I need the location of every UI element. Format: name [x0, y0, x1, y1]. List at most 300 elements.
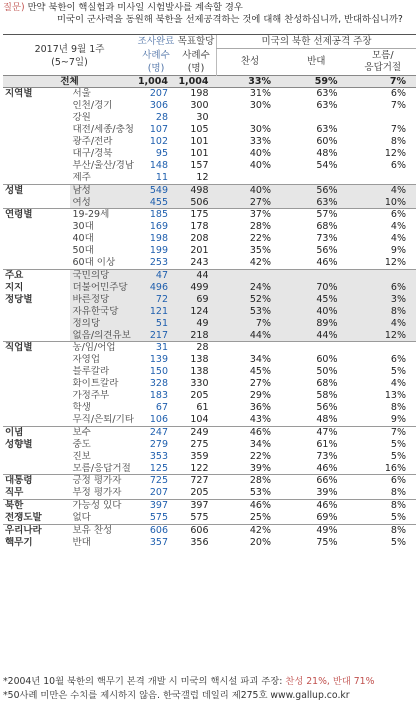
survey-count: 107: [149, 124, 168, 136]
target-count: 249: [176, 426, 217, 438]
against-pct: 61%: [316, 438, 338, 450]
survey-count: 606: [136, 525, 176, 537]
table-row: [3, 209, 416, 221]
against-pct: 48%: [316, 147, 338, 159]
target-count: 300: [190, 100, 209, 112]
dk-pct: 6%: [350, 475, 417, 487]
survey-count: 121: [136, 306, 176, 318]
target-count: 175: [176, 209, 217, 221]
dk-pct: 8%: [350, 525, 417, 537]
against-pct: 73%: [316, 233, 338, 245]
survey-count: 72: [136, 294, 176, 306]
for-pct: 30%: [249, 124, 271, 136]
for-pct: 28%: [249, 221, 271, 233]
dk-pct: 7%: [390, 100, 406, 112]
target-count: 218: [176, 330, 217, 342]
subgroup-label: 가능성 있다: [70, 500, 137, 512]
group-label: [3, 318, 70, 330]
table-row: [3, 136, 416, 148]
survey-count: 102: [149, 136, 168, 148]
group-label: [3, 233, 70, 245]
group-label: 핵무기: [5, 536, 33, 548]
for-pct: 20%: [249, 536, 271, 548]
for-pct: 40%: [249, 147, 271, 159]
subgroup-label: 진보: [72, 450, 91, 462]
target-count: 205: [190, 390, 209, 402]
for-pct: 7%: [217, 318, 284, 330]
group-label: 정당별: [5, 293, 33, 305]
group-label: [3, 390, 70, 402]
dk-pct: 10%: [350, 197, 417, 209]
subgroup-label: 바른정당: [70, 294, 137, 306]
subgroup-label: 중도: [72, 438, 91, 450]
against-pct: 39%: [316, 487, 338, 499]
subgroup-label: 더불어민주당: [70, 282, 137, 294]
subgroup-label: 대전/세종/충청: [72, 124, 134, 136]
dk-pct: 4%: [350, 318, 417, 330]
for-pct: 39%: [249, 462, 271, 474]
target-count: 330: [190, 378, 209, 390]
dk-pct: 4%: [350, 184, 417, 196]
group-label: [3, 148, 70, 160]
table-row: [3, 318, 416, 330]
against-pct: 46%: [316, 257, 338, 269]
against-pct: [283, 172, 350, 184]
against-pct: 69%: [316, 512, 338, 524]
survey-count: 31: [136, 342, 176, 354]
target-count: 356: [190, 536, 209, 548]
table-row: [3, 475, 416, 487]
target-count: 243: [190, 257, 209, 269]
target-count: 198: [176, 88, 217, 100]
group-label: [3, 378, 70, 390]
subgroup-label: 정의당: [70, 318, 137, 330]
target-count: 44: [176, 270, 217, 282]
survey-count: 183: [149, 390, 168, 402]
group-label: [3, 257, 70, 269]
group-label: [3, 306, 70, 318]
for-pct: 22%: [249, 450, 271, 462]
table-row: [3, 184, 416, 196]
dk-pct: 4%: [390, 221, 406, 233]
survey-count: 125: [149, 462, 168, 474]
group-label: 주요: [3, 270, 70, 282]
table-row: [3, 525, 416, 537]
target-count: 104: [190, 413, 209, 425]
target-count: 28: [176, 342, 217, 354]
against-pct: 56%: [316, 401, 338, 413]
target-count: 208: [190, 233, 209, 245]
dk-pct: 8%: [350, 306, 417, 318]
subgroup-label: 보유 찬성: [70, 525, 137, 537]
target-count: 61: [196, 401, 209, 413]
against-pct: 50%: [316, 366, 338, 378]
table-row: [3, 378, 416, 390]
against-pct: 40%: [283, 306, 350, 318]
group-label: [3, 100, 70, 112]
subgroup-label: 60대 이상: [72, 257, 116, 269]
subgroup-label: 부정 평가자: [72, 487, 122, 499]
against-pct: 58%: [316, 390, 338, 402]
group-label: [3, 414, 70, 426]
target-cases-header: 사례수: [182, 49, 210, 61]
group-label: [3, 451, 70, 463]
dk-pct: [350, 112, 417, 124]
for-pct: 36%: [249, 401, 271, 413]
target-count: 101: [190, 136, 209, 148]
target-count: 506: [176, 197, 217, 209]
for-pct: 40%: [249, 159, 271, 171]
group-label: 대통령: [3, 475, 70, 487]
group-label: 지지: [5, 281, 24, 293]
survey-count: 150: [149, 366, 168, 378]
against-pct: 48%: [316, 413, 338, 425]
subgroup-label: 19-29세: [70, 209, 137, 221]
for-pct: 46%: [217, 426, 284, 438]
subgroup-label: 50대: [72, 245, 94, 257]
dk-pct: 5%: [390, 438, 406, 450]
dk-pct: 4%: [390, 233, 406, 245]
table-row: [3, 233, 416, 245]
survey-count: 207: [149, 487, 168, 499]
for-pct: 28%: [217, 475, 284, 487]
subgroup-label: 긍정 평가자: [70, 475, 137, 487]
target-count: 275: [190, 438, 209, 450]
against-pct: 73%: [316, 450, 338, 462]
question-text: [3, 2, 417, 25]
survey-count: 207: [136, 88, 176, 100]
table-row: [3, 402, 416, 414]
for-pct: 30%: [249, 100, 271, 112]
dk-pct: 6%: [350, 209, 417, 221]
target-unit-header: (명): [187, 62, 205, 74]
subgroup-label: 블루칼라: [72, 366, 110, 378]
survey-count: 198: [149, 233, 168, 245]
against-pct: 47%: [283, 426, 350, 438]
dk-pct: 6%: [390, 354, 406, 366]
survey-count: 217: [136, 330, 176, 342]
group-label: 성향별: [5, 438, 33, 450]
against-header: 반대: [307, 56, 326, 68]
table-row: [3, 282, 416, 294]
target-count: 69: [176, 294, 217, 306]
subgroup-label: 여성: [70, 197, 137, 209]
survey-count: 28: [155, 112, 168, 124]
survey-count: 148: [149, 159, 168, 171]
survey-cases-header: 사례수: [142, 49, 170, 61]
table-row: [3, 390, 416, 402]
for-pct: 31%: [217, 88, 284, 100]
for-pct: 22%: [249, 233, 271, 245]
table-row: [3, 221, 416, 233]
group-label: 직무: [5, 487, 24, 499]
table-row: [3, 426, 416, 438]
footnote-2: *50사례 미만은 수치를 제시하지 않음. 한국갤럽 데일리 제275호 www.gallup.co.kr: [3, 690, 350, 701]
against-pct: 49%: [283, 525, 350, 537]
dk-pct: 8%: [390, 136, 406, 148]
against-pct: 63%: [283, 88, 350, 100]
for-pct: 25%: [249, 512, 271, 524]
target-count: 499: [176, 282, 217, 294]
against-pct: 66%: [283, 475, 350, 487]
for-pct: 45%: [249, 366, 271, 378]
group-label: [3, 160, 70, 172]
survey-count: 357: [149, 536, 168, 548]
subgroup-label: 자영업: [72, 354, 101, 366]
dk-pct: 7%: [390, 124, 406, 136]
survey-unit-header: (명): [147, 62, 165, 74]
subgroup-label: 없음/의견유보: [70, 330, 137, 342]
against-pct: 46%: [283, 500, 350, 512]
dk-pct: 9%: [390, 245, 406, 257]
for-pct: 43%: [249, 413, 271, 425]
for-pct: 29%: [249, 390, 271, 402]
dk-pct: [350, 172, 417, 184]
footnotes: [3, 675, 417, 703]
against-pct: 57%: [283, 209, 350, 221]
for-pct: [217, 112, 284, 124]
against-pct: 70%: [283, 282, 350, 294]
against-pct: 63%: [316, 100, 338, 112]
table-row: [3, 160, 416, 172]
against-pct: 44%: [283, 330, 350, 342]
dk-pct: 13%: [384, 390, 406, 402]
subgroup-label: 무직/은퇴/기타: [72, 413, 134, 425]
total-target: 1,004: [176, 75, 217, 88]
against-pct: 63%: [283, 197, 350, 209]
target-count: 105: [190, 124, 209, 136]
for-pct: 44%: [217, 330, 284, 342]
subgroup-label: 30대: [72, 221, 94, 233]
total-survey: 1,004: [136, 75, 176, 88]
target-count: 178: [190, 221, 209, 233]
against-pct: [283, 112, 350, 124]
subgroup-label: 반대: [72, 536, 91, 548]
subgroup-label: 화이트칼라: [72, 378, 119, 390]
group-label: [3, 112, 70, 124]
survey-count: 47: [136, 270, 176, 282]
survey-count: 253: [149, 257, 168, 269]
total-for: 33%: [217, 75, 284, 88]
table-row: [3, 270, 416, 282]
target-count: 359: [190, 450, 209, 462]
against-pct: 68%: [316, 378, 338, 390]
survey-count: 95: [155, 147, 168, 159]
footnote-1: [3, 675, 417, 689]
against-pct: 60%: [316, 136, 338, 148]
survey-count: 397: [136, 500, 176, 512]
target-count: 498: [176, 184, 217, 196]
for-pct: 33%: [249, 136, 271, 148]
survey-count: 51: [136, 318, 176, 330]
table-row: [3, 451, 416, 463]
against-pct: 45%: [283, 294, 350, 306]
group-label: [3, 221, 70, 233]
against-pct: 63%: [316, 124, 338, 136]
table-row: [3, 172, 416, 184]
dk-pct: 4%: [390, 378, 406, 390]
target-count: 205: [190, 487, 209, 499]
target-count: 101: [190, 147, 209, 159]
table-row: [3, 294, 416, 306]
against-pct: 60%: [316, 354, 338, 366]
total-dk: 7%: [350, 75, 417, 88]
subgroup-label: 모름/응답거절: [72, 462, 131, 474]
survey-count: 139: [149, 354, 168, 366]
total-label: 전체: [3, 75, 136, 88]
group-label: 지역별: [3, 88, 70, 100]
against-pct: [283, 342, 350, 354]
dk-pct: 12%: [350, 330, 417, 342]
subgroup-label: 가정주부: [72, 390, 110, 402]
for-pct: 42%: [249, 257, 271, 269]
subgroup-label: 대구/경북: [72, 147, 113, 159]
against-pct: 68%: [316, 221, 338, 233]
subgroup-label: 인천/경기: [72, 100, 113, 112]
dk-pct: 8%: [350, 500, 417, 512]
for-pct: 34%: [249, 438, 271, 450]
table-row: [3, 330, 416, 342]
target-count: 397: [176, 500, 217, 512]
subgroup-label: 40대: [72, 233, 94, 245]
for-pct: 40%: [217, 184, 284, 196]
group-label: 성별: [3, 184, 70, 196]
against-pct: 89%: [283, 318, 350, 330]
group-label: [3, 136, 70, 148]
survey-count: 185: [136, 209, 176, 221]
dk-pct: 6%: [390, 159, 406, 171]
survey-count: 11: [155, 171, 168, 183]
table-row: [3, 148, 416, 160]
for-header: 찬성: [217, 49, 284, 76]
subgroup-label: 서울: [70, 88, 137, 100]
group-label: [3, 245, 70, 257]
subgroup-label: 농/임/어업: [70, 342, 137, 354]
for-pct: 53%: [217, 306, 284, 318]
dk-header: 모름/ 응답거절: [364, 49, 402, 73]
for-pct: [217, 270, 284, 282]
group-label: [3, 463, 70, 475]
survey-count: 199: [149, 245, 168, 257]
table-row: [3, 414, 416, 426]
for-pct: 53%: [249, 487, 271, 499]
dk-pct: 5%: [390, 450, 406, 462]
dk-pct: 12%: [384, 257, 406, 269]
table-row: [3, 112, 416, 124]
survey-count: 247: [136, 426, 176, 438]
subgroup-label: 학생: [72, 401, 91, 413]
target-count: 201: [190, 245, 209, 257]
group-label: 직업별: [3, 342, 70, 354]
table-row: [3, 439, 416, 451]
dk-pct: [350, 270, 417, 282]
dk-pct: 5%: [390, 512, 406, 524]
group-label: [3, 330, 70, 342]
survey-count: 549: [136, 184, 176, 196]
group-label: [3, 124, 70, 136]
survey-count: 353: [149, 450, 168, 462]
table-row: [3, 306, 416, 318]
for-pct: 24%: [217, 282, 284, 294]
dk-pct: 7%: [350, 426, 417, 438]
against-pct: 75%: [316, 536, 338, 548]
survey-count: 496: [136, 282, 176, 294]
table-row: [3, 88, 416, 100]
subgroup-label: 자유한국당: [70, 306, 137, 318]
survey-count: 455: [136, 197, 176, 209]
dk-pct: 8%: [390, 487, 406, 499]
subgroup-label: 부산/울산/경남: [72, 159, 134, 171]
group-label: [3, 354, 70, 366]
results-table: [3, 34, 416, 549]
survey-count: 106: [149, 413, 168, 425]
table-row: [3, 124, 416, 136]
table-row: [3, 512, 416, 524]
survey-count: 306: [149, 100, 168, 112]
table-row: [3, 354, 416, 366]
table-row: [3, 245, 416, 257]
question-label: 질문): [3, 2, 25, 13]
dk-pct: 6%: [350, 88, 417, 100]
footnote-1-highlight: 찬성 21%, 반대 71%: [285, 676, 375, 687]
table-row: [3, 197, 416, 209]
subgroup-label: 광주/전라: [72, 136, 113, 148]
subgroup-label: 보수: [70, 426, 137, 438]
for-pct: [217, 342, 284, 354]
subgroup-label: 국민의당: [70, 270, 137, 282]
table-row: [3, 342, 416, 354]
for-pct: 27%: [217, 197, 284, 209]
group-label: 전쟁도발: [5, 512, 42, 524]
group-label: 북한: [3, 500, 70, 512]
for-pct: [217, 172, 284, 184]
for-pct: 27%: [249, 378, 271, 390]
group-header: 미국의 북한 선제공격 주장: [217, 35, 417, 49]
against-pct: [283, 270, 350, 282]
group-label: [3, 197, 70, 209]
subgroup-label: 없다: [72, 512, 91, 524]
dk-pct: [350, 342, 417, 354]
survey-count: 169: [149, 221, 168, 233]
for-pct: 35%: [249, 245, 271, 257]
total-against: 59%: [283, 75, 350, 88]
dk-pct: 9%: [390, 413, 406, 425]
dk-pct: 16%: [384, 462, 406, 474]
group-label: 이념: [3, 426, 70, 438]
survey-count: 575: [149, 512, 168, 524]
period-label: 2017년 9월 1주: [34, 43, 105, 55]
target-count: 606: [176, 525, 217, 537]
against-pct: 54%: [316, 159, 338, 171]
period-sub-label: (5~7일): [51, 56, 88, 68]
for-pct: 52%: [217, 294, 284, 306]
dk-pct: 5%: [390, 366, 406, 378]
dk-pct: 6%: [350, 282, 417, 294]
table-row: [3, 366, 416, 378]
target-count: 30: [196, 112, 209, 124]
dk-pct: 5%: [390, 536, 406, 548]
table-row: [3, 100, 416, 112]
against-pct: 46%: [316, 462, 338, 474]
table-row: [3, 257, 416, 269]
subgroup-label: 강원: [72, 112, 91, 124]
total-row: [3, 75, 416, 88]
survey-count: 725: [136, 475, 176, 487]
group-label: [3, 366, 70, 378]
target-count: 124: [176, 306, 217, 318]
dk-pct: 8%: [390, 401, 406, 413]
subgroup-label: 남성: [70, 184, 137, 196]
